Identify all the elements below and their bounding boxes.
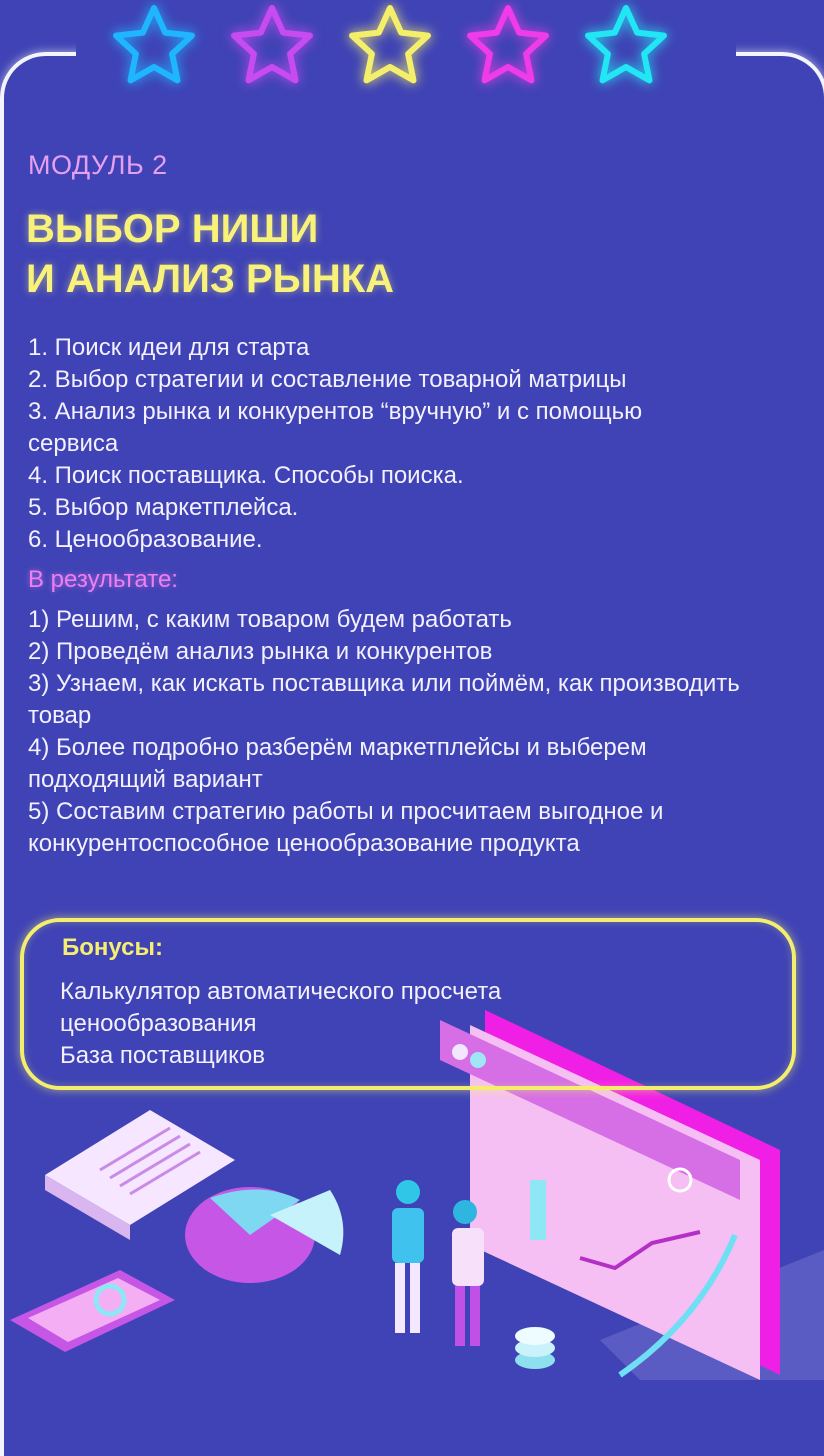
list-item: 4) Более подробно разберём маркетплейсы и выберем подходящий вариант xyxy=(28,734,647,793)
list-item: 1) Решим, с каким товаром будем работать xyxy=(28,606,512,633)
star-icon xyxy=(588,8,664,80)
star-icon xyxy=(352,8,428,80)
list-item: 1. Поиск идеи для старта xyxy=(28,334,310,361)
list-item: 3) Узнаем, как искать поставщика или поймём, как производить товар xyxy=(28,670,740,729)
title-line-2: И АНАЛИЗ РЫНКА xyxy=(26,257,395,301)
topics-list xyxy=(28,332,728,556)
list-item: 5. Выбор маркетплейса. xyxy=(28,494,299,521)
list-item: Калькулятор автоматического просчета ценообразования xyxy=(60,978,502,1037)
list-item: 5) Составим стратегию работы и просчитаем выгодное и конкурентоспособное ценообразование продукта xyxy=(28,798,664,857)
list-item: 2. Выбор стратегии и составление товарной матрицы xyxy=(28,366,627,393)
coin-stack-icon xyxy=(515,1327,555,1369)
bonus-heading: Бонусы: xyxy=(62,934,163,961)
list-item: 6. Ценообразование. xyxy=(28,526,263,553)
list-item: 3. Анализ рынка и конкурентов “вручную” и с помощью сервиса xyxy=(28,398,643,457)
bonus-box xyxy=(20,918,796,1090)
results-list xyxy=(28,604,808,860)
list-item: База поставщиков xyxy=(60,1042,266,1069)
list-item: 4. Поиск поставщика. Способы поиска. xyxy=(28,462,464,489)
list-item: 2) Проведём анализ рынка и конкурентов xyxy=(28,638,493,665)
page-title xyxy=(26,204,394,304)
star-icon xyxy=(470,8,546,80)
star-icon xyxy=(234,8,310,80)
bonus-list xyxy=(60,976,660,1072)
module-label: МОДУЛЬ 2 xyxy=(28,150,168,180)
person-left xyxy=(392,1180,424,1333)
screen-bar xyxy=(530,1180,546,1240)
title-line-1: ВЫБОР НИШИ xyxy=(26,207,319,251)
stars-decoration xyxy=(100,0,720,100)
star-icon xyxy=(116,8,192,80)
results-heading: В результате: xyxy=(28,566,178,593)
